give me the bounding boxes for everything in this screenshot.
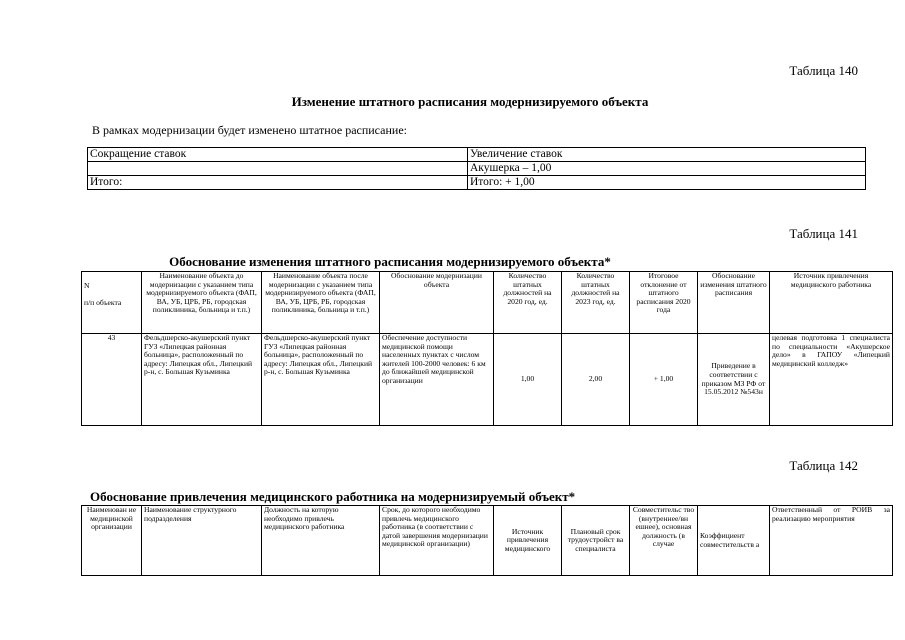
- table-caption-140: Таблица 140: [789, 63, 858, 78]
- staffing-justification-table: [81, 271, 893, 426]
- header-count-2020: Количество штатных должностей на 2020 год, ед.: [494, 272, 562, 334]
- header-change-reason: Обоснование изменения штатного расписания: [698, 272, 770, 334]
- total-reduction: Итого:: [88, 176, 468, 190]
- total-increase: Итого: + 1,00: [468, 176, 866, 190]
- section-title-140: Изменение штатного расписания модернизируемого объекта: [291, 94, 649, 109]
- total-row: [88, 176, 866, 190]
- table-header-row: [82, 272, 893, 334]
- row-source: целевая подготовка 1 специалиста по специальности «Акушерское дело» в ГАПОУ «Липецкий медицинский колледж»: [770, 334, 893, 426]
- header-coefficient: Коэффициент совместительств а: [698, 506, 770, 576]
- header-part-time: Совместительс тво (внутреннее/вн ешнее), основная должность (в случае: [630, 506, 698, 576]
- header-count-2023: Количество штатных должностей на 2023 год, ед.: [562, 272, 630, 334]
- header-reduction: Сокращение ставок: [88, 148, 468, 162]
- table-row: [88, 162, 866, 176]
- table-row: [82, 334, 893, 426]
- row-num: 43: [82, 334, 142, 426]
- header-department: Наименование структурного подразделения: [142, 506, 262, 576]
- header-after: Наименование объекта после модернизации с указанием типа модернизируемого объекта (ФАП, ВА, УБ, ЦРБ, РБ, городская поликлиника, больница и т.п.): [262, 272, 380, 334]
- row-deviation: + 1,00: [630, 334, 698, 426]
- row-after: Фельдшерско-акушерский пункт ГУЗ «Липецкая районная больница», расположенный по адресу: Липецкая обл., Липецкий р-н, с. Большая Кузьминка: [262, 334, 380, 426]
- table-caption-141: Таблица 141: [789, 226, 858, 241]
- increase-cell: Акушерка – 1,00: [468, 162, 866, 176]
- header-before: Наименование объекта до модернизации с указанием типа модернизируемого объекта (ФАП, ВА, УБ, ЦРБ, РБ, городская поликлиника, больница и т.п.): [142, 272, 262, 334]
- header-responsible: Ответственный от РОИВ за реализацию мероприятия: [770, 506, 893, 576]
- table-header-row: [82, 506, 893, 576]
- header-position: Должность на которую необходимо привлечь медицинского работника: [262, 506, 380, 576]
- row-justification: Обеспечение доступности медицинской помощи населенных пунктах с числом жителей 100-2000 человек: 6 км до ближайшей медицинской организации: [380, 334, 494, 426]
- table-header-row: [88, 148, 866, 162]
- staffing-change-table: [87, 147, 866, 190]
- section-title-141: Обоснование изменения штатного расписания модернизируемого объекта*: [169, 254, 611, 269]
- row-before: Фельдшерско-акушерский пункт ГУЗ «Липецкая районная больница», расположенный по адресу: Липецкая обл., Липецкий р-н, с. Большая Кузьминка: [142, 334, 262, 426]
- header-deadline: Срок, до которого необходимо привлечь медицинского работника (в соответствии с датой завершения модернизации медицинской организации): [380, 506, 494, 576]
- header-num: N п/п объекта: [82, 272, 142, 334]
- row-count-2020: 1,00: [494, 334, 562, 426]
- row-count-2023: 2,00: [562, 334, 630, 426]
- reduction-cell: [88, 162, 468, 176]
- table-caption-142: Таблица 142: [789, 458, 858, 473]
- worker-attraction-table: [81, 505, 893, 576]
- header-justification: Обоснование модернизации объекта: [380, 272, 494, 334]
- header-source: Источник привлечения медицинского: [494, 506, 562, 576]
- header-deviation: Итоговое отклонение от штатного расписания 2020 года: [630, 272, 698, 334]
- header-source: Источник привлечения медицинского работника: [770, 272, 893, 334]
- header-org-name: Наименован ие медицинской организации: [82, 506, 142, 576]
- header-increase: Увеличение ставок: [468, 148, 866, 162]
- row-change-reason: Приведение в соответствии с приказом МЗ РФ от 15.05.2012 №543н: [698, 334, 770, 426]
- header-planned-date: Плановый срок трудоустройст ва специалиста: [562, 506, 630, 576]
- section-title-142: Обоснование привлечения медицинского работника на модернизируемый объект*: [90, 489, 576, 504]
- intro-text: В рамках модернизации будет изменено штатное расписание:: [92, 123, 407, 137]
